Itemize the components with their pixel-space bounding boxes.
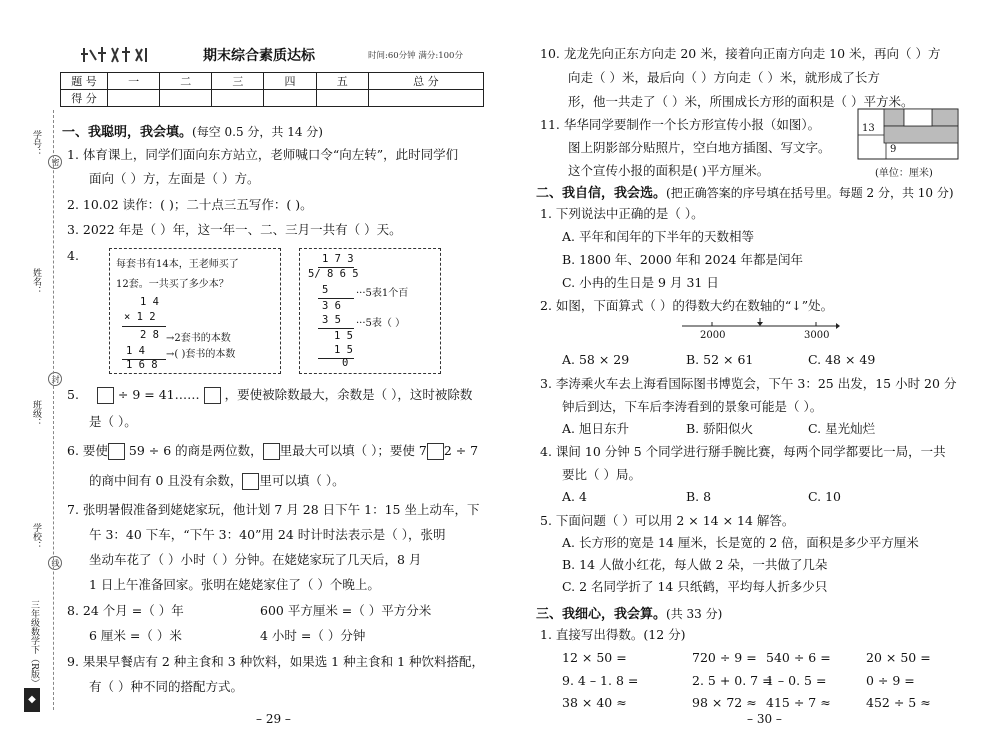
- page-number-left: – 29 –: [256, 712, 291, 726]
- question-1-line-1: 1. 体育课上，同学们面向东方站立，老师喊口令“向左转”，此时同学们: [67, 147, 459, 162]
- question-9-line-1: 9. 果果早餐店有 2 种主食和 3 种饮料，如果选 1 种主食和 1 种饮料搭配，: [67, 654, 484, 669]
- choice-5-option-c[interactable]: C. 2 名同学折了 14 只纸鹤，平均每人折多少只: [562, 579, 828, 594]
- calc-rule: [318, 298, 354, 299]
- score-value-row: [61, 90, 484, 107]
- calc-rule: [122, 326, 166, 327]
- question-2: 2. 10.02 读作：( )；二十点三五写作：( )。: [67, 197, 313, 212]
- brand-logo: ◆: [24, 688, 40, 712]
- choice-4-option-b[interactable]: B. 8: [686, 489, 712, 504]
- calc-line: 3 5: [322, 314, 341, 326]
- question-7-line-2: 午 3：40 下车，“下午 3：40”用 24 时计时法表示是（ ），张明: [89, 527, 446, 542]
- choice-2-option-c[interactable]: C. 48 × 49: [808, 352, 876, 367]
- question-7-line-1: 7. 张明暑假准备到姥姥家玩，他计划 7 月 28 日下午 1：15 坐上动车，下: [67, 502, 480, 517]
- calc-item: 0 ÷ 9 =: [866, 673, 915, 688]
- calc-line: 3 6: [322, 300, 341, 312]
- question-11-line-3: 这个宣传小报的面积是( )平方厘米。: [568, 163, 770, 178]
- down-arrow-head: [757, 322, 763, 326]
- question-7-line-4: 1 日上午准备回家。张明在姥姥家住了（ ）个晚上。: [89, 577, 380, 592]
- choice-5: 5. 下面问题（ ）可以用 2 × 14 × 14 解答。: [540, 513, 795, 528]
- cut-line: [53, 110, 54, 710]
- score-cell: 五: [316, 73, 368, 90]
- calc-line: 1 5: [334, 344, 353, 356]
- choice-3-option-b[interactable]: B. 骄阳似火: [686, 421, 754, 436]
- seal-xian: 线: [48, 556, 62, 570]
- score-header-row: [61, 73, 484, 90]
- choice-5-option-a[interactable]: A. 长方形的宽是 14 厘米，长是宽的 2 倍，面积是多少平方厘米: [562, 535, 919, 550]
- score-input[interactable]: [316, 90, 368, 107]
- score-cell: 三: [212, 73, 264, 90]
- question-8d: 4 小时 =（ ）分钟: [260, 628, 366, 643]
- question-9-line-2: 有（ ）种不同的搭配方式。: [89, 679, 243, 694]
- score-cell: 二: [160, 73, 212, 90]
- calc-rule: [318, 358, 354, 359]
- calc-item: 12 × 50 =: [562, 650, 627, 665]
- calc-item: 540 ÷ 6 =: [766, 650, 831, 665]
- question-3: 3. 2022 年是（ ）年，这一年一、二、三月一共有（ ）天。: [67, 222, 402, 237]
- calc-item: 98 × 72 ≈: [692, 695, 757, 710]
- score-input[interactable]: [160, 90, 212, 107]
- page-number-right: – 30 –: [747, 712, 782, 726]
- score-input[interactable]: [368, 90, 483, 107]
- score-input[interactable]: [212, 90, 264, 107]
- tick-label-3000: 3000: [804, 330, 830, 341]
- score-cell: 得 分: [61, 90, 108, 107]
- choice-1: 1. 下列说法中正确的是（ ）。: [540, 206, 704, 221]
- blank-box[interactable]: [108, 443, 125, 460]
- exam-meta: 时间:60分钟 满分:100分: [368, 51, 463, 61]
- calc-line: 5/ 8 6 5: [308, 268, 359, 280]
- dimension-13: 13: [862, 123, 875, 134]
- question-11-line-2: 图上阴影部分贴照片，空白地方插图、写文字。: [568, 140, 831, 155]
- calc-line: 1 4: [126, 345, 145, 357]
- blank-box[interactable]: [97, 387, 114, 404]
- score-cell: 一: [108, 73, 160, 90]
- question-8b: 600 平方厘米 =（ ）平方分米: [260, 603, 432, 618]
- calc-line: 1 5: [334, 330, 353, 342]
- tick-label-2000: 2000: [700, 330, 726, 341]
- label-class: 班级：: [31, 400, 41, 427]
- choice-5-option-b[interactable]: B. 14 人做小红花，每人做 2 朵，一共做了几朵: [562, 557, 828, 572]
- question-7-line-3: 坐动车花了（ ）小时（ ）分钟。在姥姥家玩了几天后，8 月: [89, 552, 422, 567]
- label-student-number: 学号：: [31, 130, 41, 157]
- calc-line: 5: [322, 284, 329, 296]
- choice-3-line-1: 3. 李涛乘火车去上海看国际图书博览会，下午 3：25 出发，15 小时 20 分: [540, 376, 957, 391]
- calc-annotation: →( )套书的本数: [166, 349, 236, 360]
- page-title: 期末综合素质达标: [203, 48, 315, 64]
- question-5: 5. ÷ 9 = 41…… ，要使被除数最大，余数是（ ），这时被除数: [67, 387, 473, 402]
- calc-annotation: →2套书的本数: [166, 333, 231, 344]
- calc-line: × 1 2: [124, 311, 156, 323]
- choice-1-option-a[interactable]: A. 平年和闰年的下半年的天数相等: [562, 229, 754, 244]
- poster-diagram: [856, 107, 962, 163]
- dimension-9: 9: [890, 144, 897, 155]
- score-input[interactable]: [108, 90, 160, 107]
- question-10-line-1: 10. 龙龙先向正东方向走 20 米，接着向正南方向走 10 米，再向（ ）方: [540, 46, 941, 61]
- calc-item: 1 – 0. 5 =: [766, 673, 827, 688]
- axis-arrow: [836, 323, 840, 329]
- section-1-heading: 一、我聪明，我会填。(每空 0.5 分，共 14 分): [62, 125, 323, 140]
- calc-item: 452 ÷ 5 ≈: [866, 695, 931, 710]
- word-problem-line-1: 每套书有14本，王老师买了: [116, 259, 239, 270]
- question-10-line-3: 形，他一共走了（ ）米，所围成长方形的面积是（ ）平方米。: [568, 94, 914, 109]
- calc-task-1: 1. 直接写出得数。(12 分): [540, 627, 686, 642]
- choice-3-option-c[interactable]: C. 星光灿烂: [808, 421, 876, 436]
- calc-line: 0: [342, 357, 349, 369]
- choice-4-line-2: 要比（ ）局。: [562, 467, 641, 482]
- choice-3-line-2: 钟后到达，下车后李涛看到的景象可能是（ ）。: [562, 399, 823, 414]
- calc-item: 38 × 40 ≈: [562, 695, 627, 710]
- choice-1-option-b[interactable]: B. 1800 年、2000 年和 2024 年都是闰年: [562, 252, 803, 267]
- photo-area: [932, 109, 958, 126]
- question-6-line-2: 的商中间有 0 且没有余数， 里可以填（ ）。: [89, 473, 345, 488]
- header-decoration-icon: [80, 44, 152, 66]
- score-cell: 总 分: [368, 73, 483, 90]
- calc-line: 1 4: [140, 296, 159, 308]
- blank-box[interactable]: [263, 443, 280, 460]
- question-8a: 8. 24 个月 =（ ）年: [67, 603, 184, 618]
- blank-box[interactable]: [204, 387, 221, 404]
- choice-4-option-c[interactable]: C. 10: [808, 489, 841, 504]
- calc-rule: [318, 328, 354, 329]
- unit-label: (单位：厘米): [875, 168, 933, 179]
- choice-3-option-a[interactable]: A. 旭日东升: [562, 421, 629, 436]
- photo-area: [884, 126, 958, 143]
- question-8c: 6 厘米 =（ ）米: [89, 628, 182, 643]
- calc-annotation: ···5表1个百: [356, 288, 409, 299]
- word-problem-line-2: 12套。一共买了多少本？: [116, 279, 229, 290]
- blank-area: [904, 109, 932, 126]
- label-name: 姓名：: [31, 268, 41, 295]
- calc-line: 1 6 8: [126, 359, 158, 371]
- blank-box[interactable]: [427, 443, 444, 460]
- question-11-line-1: 11. 华华同学要制作一个长方形宣传小报（如图）。: [540, 117, 821, 132]
- blank-box[interactable]: [242, 473, 259, 490]
- question-10-line-2: 向走（ ）米，最后向（ ）方向走（ ）米，就形成了长方: [568, 70, 880, 85]
- section-3-heading: 三、我细心，我会算。(共 33 分): [536, 607, 723, 622]
- choice-4-line-1: 4. 课间 10 分钟 5 个同学进行掰手腕比赛，每两个同学都要比一局，一共: [540, 444, 946, 459]
- seal-mi: 密: [48, 155, 62, 169]
- section-2-heading: 二、我自信，我会选。(把正确答案的序号填在括号里。每题 2 分，共 10 分): [536, 186, 954, 201]
- calc-item: 720 ÷ 9 =: [692, 650, 757, 665]
- calc-line: 1 7 3: [322, 253, 354, 265]
- calc-line: 2 8: [140, 329, 159, 341]
- question-1-line-2: 面向（ ）方，左面是（ ）方。: [89, 171, 260, 186]
- photo-area: [884, 109, 904, 126]
- score-cell: 题 号: [61, 73, 108, 90]
- choice-1-option-c[interactable]: C. 小冉的生日是 9 月 31 日: [562, 275, 719, 290]
- question-5-line-2: 是（ ）。: [89, 414, 137, 429]
- calc-annotation: ···5表（ ）: [356, 318, 406, 329]
- choice-2-option-b[interactable]: B. 52 × 61: [686, 352, 754, 367]
- score-input[interactable]: [264, 90, 316, 107]
- calc-item: 9. 4 – 1. 8 =: [562, 673, 639, 688]
- multiplication-box: [109, 248, 281, 374]
- choice-2: 2. 如图，下面算式（ ）的得数大约在数轴的“↓”处。: [540, 298, 834, 313]
- calc-item: 2. 5 + 0. 7 =: [692, 673, 773, 688]
- choice-4-option-a[interactable]: A. 4: [562, 489, 587, 504]
- score-table: [60, 72, 484, 107]
- calc-item: 20 × 50 =: [866, 650, 931, 665]
- score-cell: 四: [264, 73, 316, 90]
- label-school: 学校：: [31, 523, 41, 550]
- question-6: 6. 要使 59 ÷ 6 的商是两位数， 里最大可以填（ ）；要使 7 2 ÷ 7: [67, 443, 479, 458]
- seal-feng: 封: [48, 372, 62, 386]
- question-4-label: 4.: [67, 248, 79, 263]
- choice-2-option-a[interactable]: A. 58 × 29: [562, 352, 630, 367]
- division-box: [299, 248, 441, 374]
- book-label: 三年级数学下（R版）: [29, 600, 39, 688]
- calc-item: 415 ÷ 7 ≈: [766, 695, 831, 710]
